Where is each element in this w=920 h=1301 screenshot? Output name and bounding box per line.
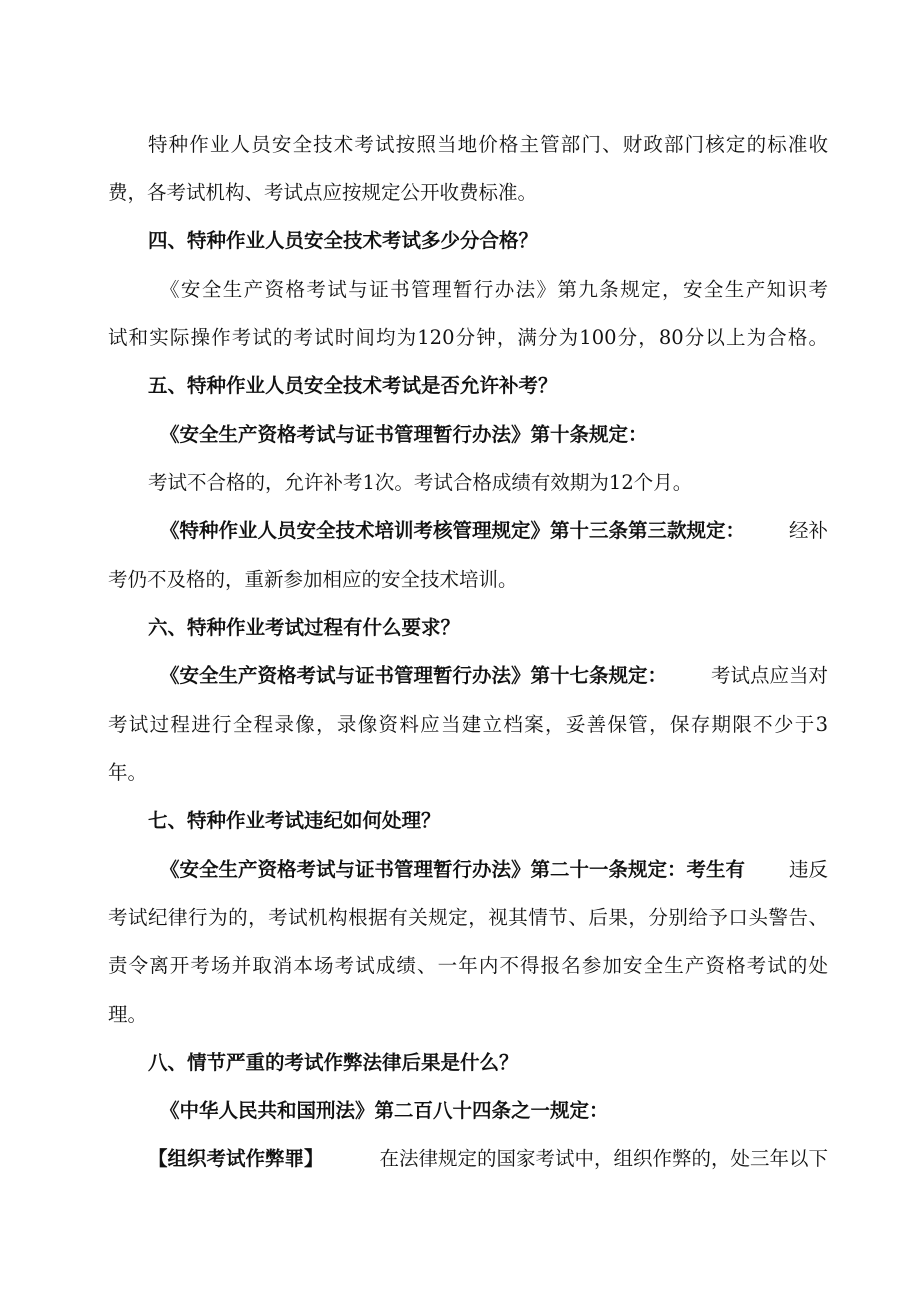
q7-rule-tail: 违反	[788, 858, 828, 881]
q5-rule1: 《安全生产资格考试与证书管理暂行办法》第十条规定：	[160, 423, 648, 446]
q7-heading: 七、特种作业考试违纪如何处理？	[148, 809, 441, 832]
q6-line2: 考试过程进行全程录像，录像资料应当建立档案，妥善保管，保存期限不少于3	[108, 713, 828, 736]
para1-line2: 费，各考试机构、考试点应按规定公开收费标准。	[108, 181, 538, 204]
q7-line4: 理。	[108, 1003, 148, 1026]
q4-line2: 试和实际操作考试的考试时间均为120分钟，满分为100分，80分以上为合格。	[108, 326, 828, 349]
q8-crime-tail: 在法律规定的国家考试中，组织作弊的，处三年以下	[379, 1147, 828, 1170]
q5-rule2-tail: 经补	[788, 519, 828, 542]
q6-rule-bold: 《安全生产资格考试与证书管理暂行办法》第十七条规定：	[160, 664, 668, 687]
q5-rule2-bold: 《特种作业人员安全技术培训考核管理规定》第十三条第三款规定：	[160, 519, 746, 542]
q8-rule: 《中华人民共和国刑法》第二百八十四条之一规定：	[160, 1099, 609, 1122]
q6-rule-tail: 考试点应当对	[710, 664, 828, 687]
q7-rule-bold: 《安全生产资格考试与证书管理暂行办法》第二十一条规定：考生有	[160, 858, 746, 881]
q6-heading: 六、特种作业考试过程有什么要求？	[148, 616, 461, 639]
q6-line3: 年。	[108, 761, 148, 784]
q6-rule-line	[160, 663, 828, 689]
q7-line2: 考试纪律行为的，考试机构根据有关规定，视其情节、后果，分别给予口头警告、	[108, 906, 828, 929]
para1-line1: 特种作业人员安全技术考试按照当地价格主管部门、财政部门核定的标准收	[148, 133, 828, 156]
q7-line3: 责令离开考场并取消本场考试成绩、一年内不得报名参加安全生产资格考试的处	[108, 954, 828, 977]
q5-body1: 考试不合格的，允许补考1次。考试合格成绩有效期为12个月。	[148, 471, 693, 494]
q4-heading: 四、特种作业人员安全技术考试多少分合格？	[148, 229, 539, 252]
q5-rule2-line2: 考仍不及格的，重新参加相应的安全技术培训。	[108, 568, 518, 591]
q8-crime-line	[148, 1146, 828, 1172]
q5-rule2-line	[160, 518, 828, 544]
q8-heading: 八、情节严重的考试作弊法律后果是什么？	[148, 1051, 519, 1074]
q5-heading: 五、特种作业人员安全技术考试是否允许补考？	[148, 374, 558, 397]
q8-crime-bold: 【组织考试作弊罪】	[148, 1147, 324, 1170]
q7-rule-line	[160, 857, 828, 883]
q4-line1: 《安全生产资格考试与证书管理暂行办法》第九条规定，安全生产知识考	[160, 278, 828, 301]
